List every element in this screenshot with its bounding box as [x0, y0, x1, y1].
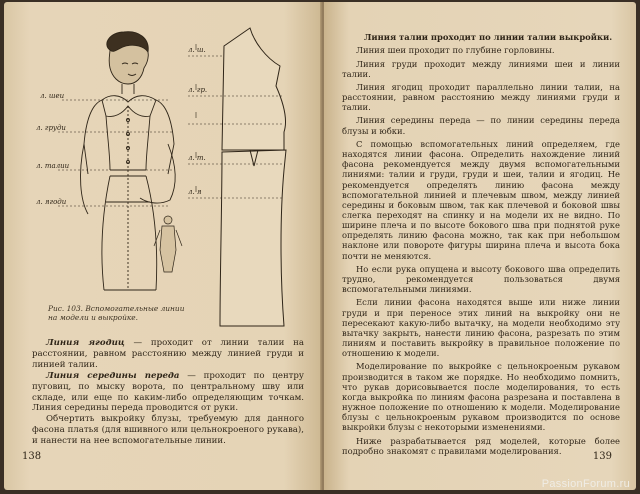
paragraph: Моделирование по выкройке с цельнокроеным рукавом производится в таком же порядке. Но необходимо помнить, что рукав дорисовывается после моделирования, то есть когда выкройка по линиям фасона разрезана и поставлена в нужное положение по отношению к модели. Моделирование блузы с цельнокроеным рукавом производится по основе выкройки блузы с некоторыми изменениями. [342, 361, 620, 433]
term: Линия ягодиц [46, 338, 125, 348]
pattern-label-hip: л. я [188, 188, 202, 196]
paragraph [32, 338, 304, 371]
book-spread [4, 2, 636, 490]
figure-caption: Рис. 103. Вспомогательные линии на модели и выкройке. [48, 304, 185, 322]
paragraph: Линия шеи проходит по глубине горловины. [356, 45, 555, 56]
paragraph-body: — проходит от линии талии на расстоянии, равном расстоянию между линией груди и линией талии. [32, 338, 304, 370]
left-page-text [32, 338, 304, 447]
watermark: PassionForum.ru [541, 478, 630, 490]
model-label-hip: л. ягоди [36, 198, 67, 206]
left-page [4, 2, 322, 490]
page-number-right: 139 [592, 451, 612, 462]
paragraph: Линия груди проходит между линиями шеи и линии талии. [342, 58, 620, 79]
model-label-neck: л. шеи [40, 92, 65, 100]
right-page [324, 2, 636, 490]
paragraph [32, 371, 304, 415]
paragraph-body: Обчертить выкройку блузы, требуемую для данного фасона платья (для вшивного или цельнокроеного рукава), и нанести на нее вспомогательные линии. [32, 414, 304, 447]
pattern-label-neck: л. ш. [188, 46, 206, 54]
paragraph: Линия середины переда — по линии середины переда блузы и юбки. [342, 115, 620, 136]
term: Линия середины переда [46, 370, 180, 381]
figure-103-illustration [18, 24, 314, 328]
paragraph-heading: Линия талии проходит по линии талии выкройки. [364, 32, 613, 42]
paragraph: Ниже разрабатывается ряд моделей, которые более подробно знакомят с правилами моделирования. [342, 435, 620, 456]
small-figure [154, 216, 182, 272]
paragraph: Но если рука опущена и высоту бокового шва определить трудно, рекомендуется пользоваться двумя вспомогательными линиями. [342, 263, 620, 295]
paragraph: С помощью вспомогательных линий определяем, где находятся линии фасона. Определить нахождение линий фасона рекомендуется между двумя вспомогательными линиями: талии и груди, груди и шеи, талии и ягодиц. Не рекомендуется определять линию фасона между вспомогательной линией и плечевым швом, между линией середины и боковым швом, так как плечевой и боковой швы слегка переходят на спинку и на модели их не видно. По ширине плеча и по высоте бокового шва при поднятой руке определять линию фасона можно, так как при небольшом наклоне или повороте фигуры ширина плеча и высота бока почти не меняются. [342, 138, 620, 261]
bodice-pattern [220, 28, 286, 326]
paragraph [32, 414, 304, 447]
right-page-text [342, 32, 620, 456]
paragraph-body: — проходит по центру пуговиц, по мыску ворота, по центральному шву или складе, или еще по каким-либо определяющим точкам. Линия середины переда проводится от руки. [32, 370, 304, 414]
paragraph: Линия ягодиц проходит параллельно линии талии, на расстоянии, равном расстоянию между линиями груди и талии. [342, 81, 620, 113]
model-label-bust: л. груди [36, 124, 66, 132]
pattern-label-waist: л. т. [188, 154, 206, 162]
pattern-label-bust: л. гр. [188, 86, 208, 94]
model-label-waist: л. талии [36, 162, 70, 170]
page-number-left: 138 [22, 451, 42, 462]
paragraph: Если линии фасона находятся выше или ниже линии груди и при переносе этих линий на выкройку они не пересекают какую-либо вытачку, на модели необходимо эту вытачку закрыть, нанести линию фасона, разрезать по этим линиям и поставить выкройку в правильное положение по отношению к модели. [342, 297, 620, 359]
